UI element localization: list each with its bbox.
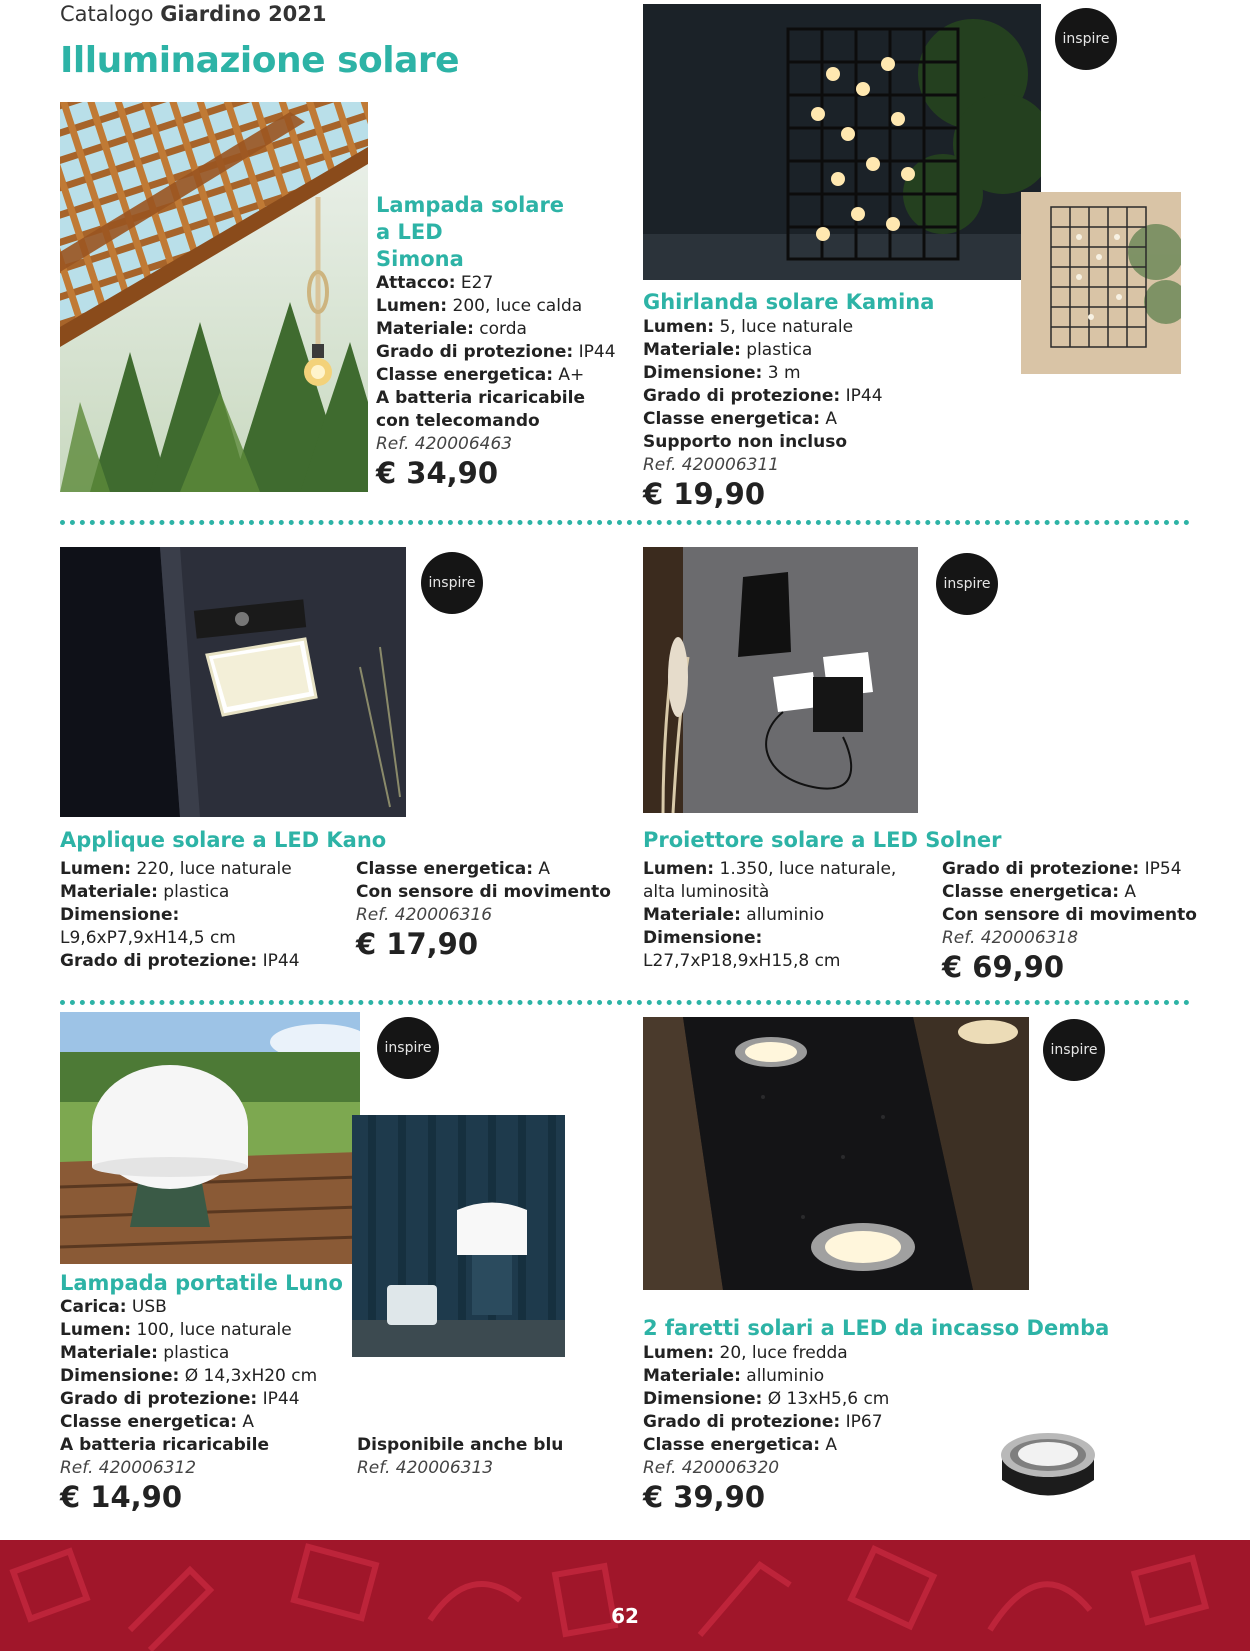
product-photo-simona [60,102,368,492]
catalog-section: Giardino 2021 [160,2,327,26]
product-variant-luno [357,1434,563,1480]
spec-line: Lumen: 200, luce calda [376,296,583,316]
product-price: € 69,90 [942,950,1065,984]
variant-ref: Ref. 420006313 [357,1458,494,1478]
product-title-demba: 2 faretti solari a LED da incasso Demba [643,1316,1110,1340]
product-specs-solner-left [643,858,896,973]
spec-line: Con sensore di movimento [942,905,1197,925]
product-ref: Ref. 420006311 [643,455,780,475]
spec-line: alta luminosità [643,882,770,902]
product-price: € 17,90 [356,927,479,961]
product-ref: Ref. 420006318 [942,928,1079,948]
spec-line: Lumen: 5, luce naturale [643,317,854,337]
product-specs-kano-left [60,858,300,973]
product-ref: Ref. 420006463 [376,434,513,454]
product-photo-demba [643,1017,1029,1290]
product-price: € 34,90 [376,456,499,490]
product-photo-kamina [643,4,1041,280]
product-photo-luno [60,1012,360,1264]
product-title-simona: Lampada solare a LED Simona [376,193,565,271]
product-price: € 14,90 [60,1480,183,1514]
spec-line: Dimensione: 3 m [643,363,801,383]
inspire-badge: inspire [1043,1019,1105,1081]
spec-line: Grado di protezione: IP44 [643,386,883,406]
spec-line: Materiale: corda [376,319,527,339]
spec-line: Lumen: 100, luce naturale [60,1320,292,1340]
product-title-luno: Lampada portatile Luno [60,1271,343,1295]
spec-line: Dimensione: Ø 14,3xH20 cm [60,1366,318,1386]
spec-line: Grado di protezione: IP44 [376,342,616,362]
product-specs-solner-right [942,858,1197,984]
spec-line: Classe energetica: A [356,859,551,879]
spec-line: A batteria ricaricabile [376,388,585,408]
product-photo-luno-blue [352,1115,565,1357]
spec-line: Materiale: alluminio [643,905,825,925]
spec-line: L27,7xP18,9xH15,8 cm [643,951,841,971]
product-price: € 19,90 [643,477,766,511]
spec-line: L9,6xP7,9xH14,5 cm [60,928,236,948]
product-specs-kano-right [356,858,611,961]
spec-line: Dimensione: [60,905,180,925]
spec-line: Lumen: 1.350, luce naturale, [643,859,897,879]
spec-line: Materiale: plastica [60,1343,230,1363]
variant-note: Disponibile anche blu [357,1435,564,1455]
spec-line: Grado di protezione: IP54 [942,859,1182,879]
product-photo-kano [60,547,406,817]
inspire-badge: inspire [377,1017,439,1079]
product-specs-luno [60,1296,317,1514]
spec-line: con telecomando [376,411,540,431]
product-specs-kamina [643,316,883,511]
product-title-kano: Applique solare a LED Kano [60,828,387,852]
spec-line: Carica: USB [60,1297,167,1317]
product-ref: Ref. 420006312 [60,1458,197,1478]
spec-line: Grado di protezione: IP67 [643,1412,883,1432]
product-ref: Ref. 420006316 [356,905,493,925]
page-title: Illuminazione solare [60,40,460,81]
inspire-badge: inspire [421,552,483,614]
inspire-badge: inspire [936,553,998,615]
page-footer [0,1540,1250,1651]
product-title-solner: Proiettore solare a LED Solner [643,828,1002,852]
spec-line: Materiale: plastica [643,340,813,360]
spec-line: Grado di protezione: IP44 [60,951,300,971]
spec-line: Classe energetica: A [643,409,838,429]
product-specs-demba [643,1342,889,1514]
spec-line: Dimensione: Ø 13xH5,6 cm [643,1389,890,1409]
spec-line: A batteria ricaricabile [60,1435,269,1455]
spec-line: Classe energetica: A [60,1412,255,1432]
product-price: € 39,90 [643,1480,766,1514]
spec-line: Classe energetica: A [942,882,1137,902]
spec-line: Classe energetica: A+ [376,365,585,385]
spec-line: Materiale: plastica [60,882,230,902]
page-number: 62 [611,1604,639,1628]
spec-line: Dimensione: [643,928,763,948]
spec-line: Materiale: alluminio [643,1366,825,1386]
catalog-header [60,2,327,26]
spec-line: Con sensore di movimento [356,882,611,902]
spec-line: Lumen: 20, luce fredda [643,1343,848,1363]
spec-line: Classe energetica: A [643,1435,838,1455]
product-title-kamina: Ghirlanda solare Kamina [643,290,935,314]
product-photo-solner [643,547,918,813]
spec-line: Supporto non incluso [643,432,848,452]
spotlight-product-icon [992,1425,1104,1511]
section-divider [60,520,1190,525]
product-ref: Ref. 420006320 [643,1458,780,1478]
spec-line: Attacco: E27 [376,273,494,293]
product-specs-simona [376,272,616,490]
spec-line: Grado di protezione: IP44 [60,1389,300,1409]
section-divider [60,1000,1190,1005]
catalog-label: Catalogo [60,2,154,26]
spec-line: Lumen: 220, luce naturale [60,859,292,879]
product-photo-kamina-detail [1021,192,1181,374]
inspire-badge: inspire [1055,8,1117,70]
